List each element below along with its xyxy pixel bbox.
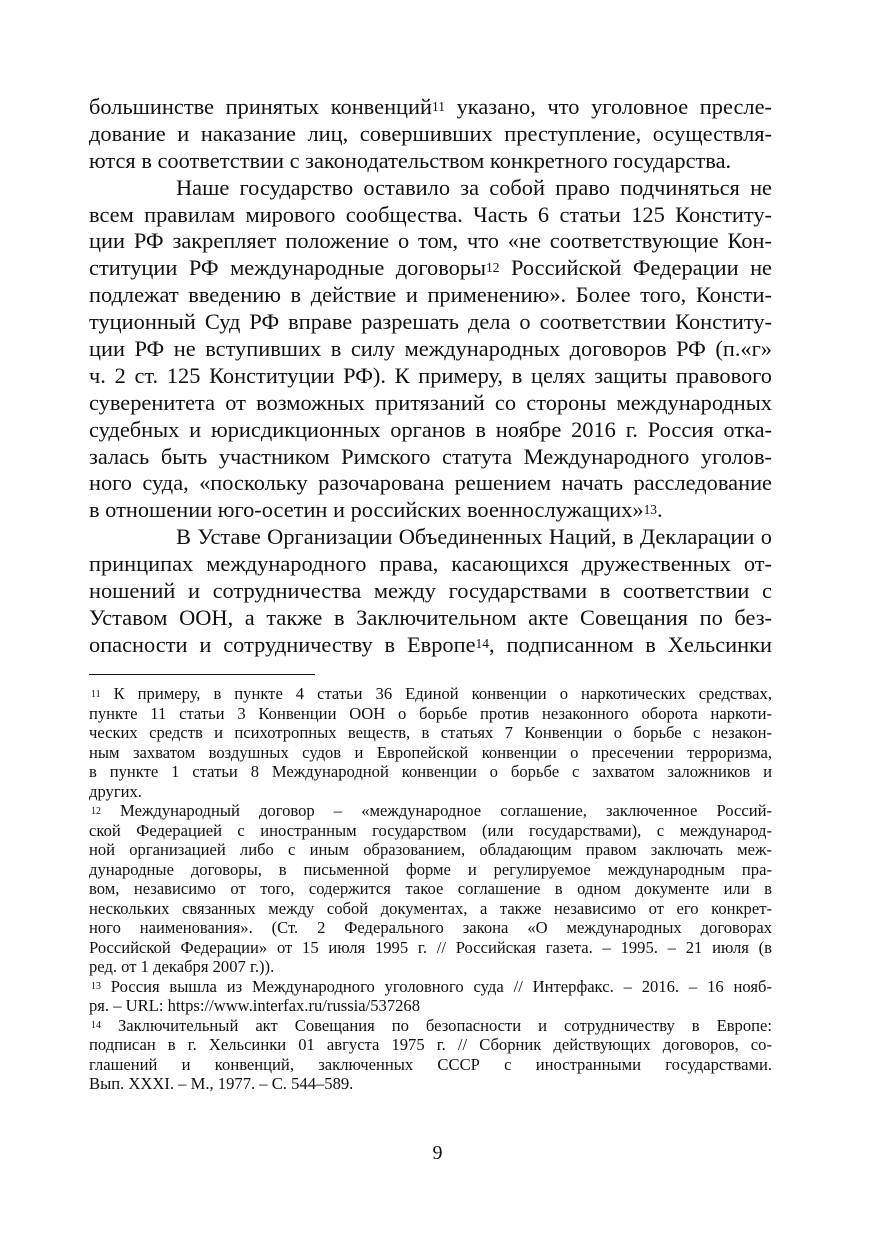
- text-line: Уставом ООН, а также в Заключительном акте Совещания по без-: [89, 604, 772, 630]
- text-line: в отношении юго-осетин и российских военнослужащих»$^{13}$.: [89, 497, 663, 523]
- text-line: Наше государство оставило за собой право подчиняться не: [176, 174, 772, 200]
- paragraph-3: [89, 524, 772, 658]
- text-line: дование и наказание лиц, совершивших преступление, осуществля-: [89, 120, 772, 146]
- text-line: Вып. XXXI. – М., 1977. – С. 544–589.: [89, 1074, 354, 1093]
- footnote-separator: [89, 674, 315, 675]
- footnote-13: [89, 977, 772, 1016]
- text-line: ного суда, «поскольку разочарована решением начать расследование: [89, 470, 772, 496]
- text-line: $^{13}$ Россия вышла из Международного уголовного суда // Интерфакс. – 2016. – 16 нояб-: [91, 976, 772, 996]
- text-line: $^{12}$ Международный договор – «международное соглашение, заключенное Россий-: [91, 801, 772, 820]
- footnote-number: 12: [91, 805, 101, 817]
- footnote-11: [89, 684, 772, 801]
- text-line: опасности и сотрудничеству в Европе$^{14}$, подписанном в Хельсинки: [89, 631, 772, 657]
- text-line: залась быть участником Римского статута Международного уголов-: [89, 443, 772, 469]
- text-line: вом, независимо от того, содержится такое соглашение в одном документе или в: [89, 879, 772, 898]
- text-line: $^{14}$ Заключительный акт Совещания по безопасности и сотрудничеству в Европе:: [91, 1015, 772, 1035]
- text-line: ного наименования». (Ст. 2 Федерального закона «О международных договорах: [89, 918, 772, 937]
- text-line: суверенитета от возможных притязаний со стороны международных: [89, 389, 772, 415]
- text-line: $^{11}$ К примеру, в пункте 4 статьи 36 Единой конвенции о наркотических средствах,: [91, 684, 772, 703]
- text-line: в пункте 1 статьи 8 Международной конвенции о борьбе с захватом заложников и: [89, 762, 772, 781]
- text-line: других.: [89, 781, 142, 801]
- text-line: ции РФ не вступивших в силу международных договоров РФ (п.«г»: [89, 336, 772, 362]
- footnote-ref-14[interactable]: 14: [475, 636, 489, 652]
- text-line: ч. 2 ст. 125 Конституции РФ). К примеру, в целях защиты правового: [89, 362, 772, 388]
- text-line: ным захватом воздушных судов и Европейской конвенции о пресечении терроризма,: [89, 742, 772, 762]
- footnote-ref-13[interactable]: 13: [643, 502, 657, 517]
- text-line: ции РФ закрепляет положение о том, что «не соответствующие Кон-: [89, 228, 772, 254]
- footnote-number: 13: [91, 981, 101, 993]
- page-number: 9: [432, 1142, 443, 1164]
- footnote-number: 14: [91, 1020, 101, 1032]
- paragraph-1: [89, 94, 772, 175]
- text-line: большинстве принятых конвенций$^{11}$ указано, что уголовное пресле-: [89, 94, 772, 119]
- footnote-14: [89, 1016, 772, 1094]
- footnote-url[interactable]: ря. – URL: https://www.interfax.ru/russia/537268: [89, 996, 421, 1015]
- footnote-12: [89, 801, 772, 977]
- footnote-ref-12[interactable]: 12: [486, 259, 500, 275]
- text-line: туционный Суд РФ вправе разрешать дела о соответствии Конститу-: [89, 309, 772, 335]
- text-line: принципах международного права, касающихся дружественных от-: [89, 551, 772, 577]
- paragraph-2: [89, 175, 772, 525]
- text-line: судебных и юрисдикционных органов в ноябре 2016 г. Россия отка-: [89, 416, 772, 442]
- text-line: В Уставе Организации Объединенных Наций, в Декларации о: [176, 524, 772, 550]
- text-line: ной организацией либо с иным образованием, обладающим правом заключать меж-: [89, 840, 772, 859]
- text-line: ношений и сотрудничества между государствами в соответствии с: [89, 578, 772, 604]
- text-line: глашений и конвенций, заключенных СССР с иностранными государствами.: [89, 1054, 772, 1074]
- footnote-number: 11: [91, 688, 101, 700]
- text-line: ются в соответствии с законодательством конкретного государства.: [89, 147, 732, 173]
- text-line: дународные договоры, в письменной форме и регулируемое международным пра-: [89, 859, 772, 879]
- text-line: ституции РФ международные договоры$^{12}$ Российской Федерации не: [89, 255, 772, 281]
- text-line: Российской Федерации» от 15 июля 1995 г. // Российская газета. – 1995. – 21 июля (в: [89, 937, 772, 957]
- text-line: нескольких связанных между собой документах, а также независимо от его конкрет-: [89, 898, 772, 918]
- text-line: ческих средств и психотропных веществ, в статьях 7 Конвенции о борьбе с незакон-: [89, 723, 772, 742]
- text-line: подлежат введению в действие и применению». Более того, Консти-: [89, 282, 772, 308]
- text-line: ред. от 1 декабря 2007 г.)).: [89, 957, 275, 976]
- text-line: подписан в г. Хельсинки 01 августа 1975 г. // Сборник действующих договоров, со-: [89, 1035, 772, 1054]
- footnotes: [89, 684, 772, 1094]
- text-line: ской Федерацией с иностранным государством (или государствами), с международ-: [89, 820, 772, 840]
- text-line: всем правилам мирового сообщества. Часть 6 статьи 125 Конститу-: [89, 201, 772, 227]
- main-text: [89, 94, 772, 659]
- text-line: пункте 11 статьи 3 Конвенции ООН о борьбе против незаконного оборота наркоти-: [89, 703, 772, 723]
- footnote-ref-11[interactable]: 11: [432, 98, 445, 114]
